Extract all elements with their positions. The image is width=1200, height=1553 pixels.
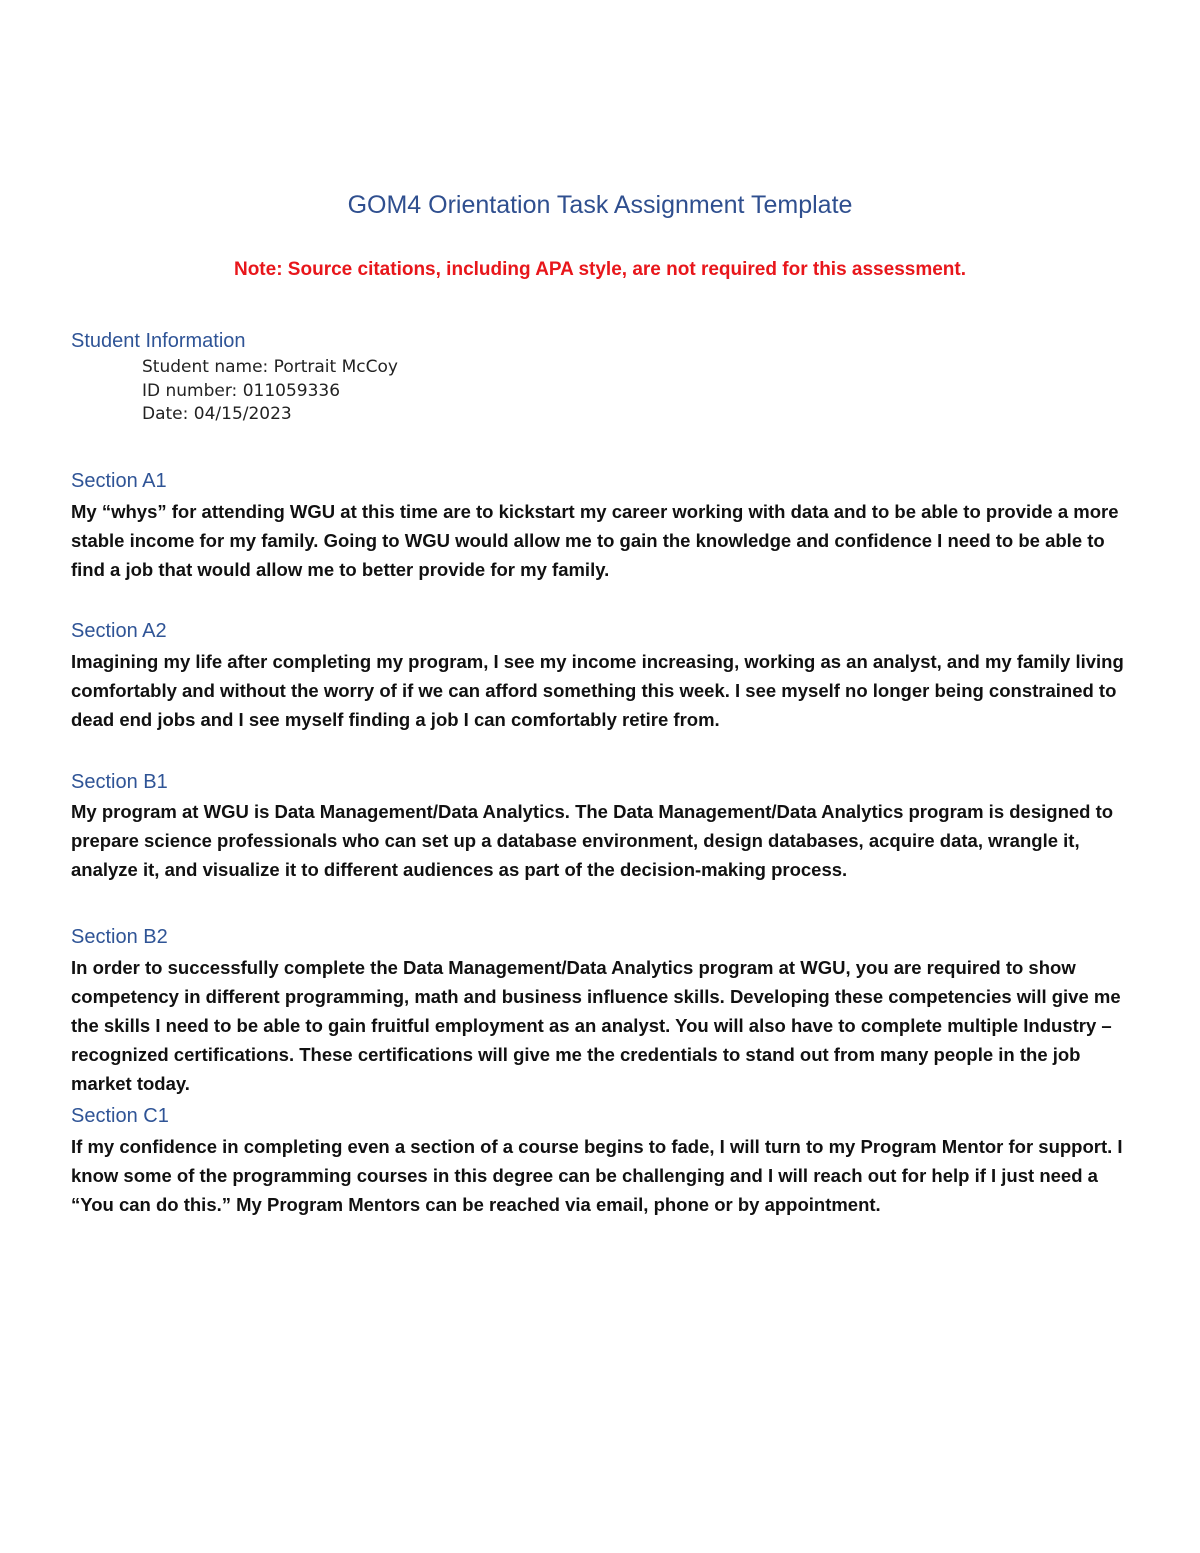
section-b2-heading: Section B2 xyxy=(71,926,168,948)
student-info-block xyxy=(142,356,398,427)
section-b1-heading: Section B1 xyxy=(71,771,168,793)
student-information-heading: Student Information xyxy=(71,330,246,352)
section-b2-body: In order to successfully complete the Data Management/Data Analytics program at WGU, you are required to show competency in different programming, math and business influence skills. Developing these competencies will give me the skills I need to be able to gain fruitful employment as an analyst. You will also have to complete multiple Industry – recognized certifications. These certifications will give me the credentials to stand out from many people in the job market today. xyxy=(71,957,1121,1094)
note-text: Note: Source citations, including APA style, are not required for this assessment. xyxy=(233,259,966,280)
page-title: GOM4 Orientation Task Assignment Template xyxy=(347,191,853,219)
section-a1-heading: Section A1 xyxy=(71,470,167,492)
section-a2-heading: Section A2 xyxy=(71,620,167,642)
id-number-line: ID number: 011059336 xyxy=(142,380,341,401)
section-c1-body: If my confidence in completing even a section of a course begins to fade, I will turn to my Program Mentor for support. I know some of the programming courses in this degree can be challenging and I will reach out for help if I just need a “You can do this.” My Program Mentors can be reached via email, phone or by appointment. xyxy=(71,1136,1123,1215)
section-a1-body: My “whys” for attending WGU at this time are to kickstart my career working with data and to be able to provide a more stable income for my family. Going to WGU would allow me to gain the knowledge and confidence I need to be able to find a job that would allow me to better provide for my family. xyxy=(71,501,1119,580)
date-line: Date: 04/15/2023 xyxy=(142,404,292,424)
section-a2-body: Imagining my life after completing my program, I see my income increasing, working as an analyst, and my family living comfortably and without the worry of if we can afford something this week. I see myself no longer being constrained to dead end jobs and I see myself finding a job I can comfortably retire from. xyxy=(71,651,1124,730)
section-b1-body: My program at WGU is Data Management/Data Analytics. The Data Management/Data Analytics program is designed to prepare science professionals who can set up a database environment, design databases, acquire data, wrangle it, analyze it, and visualize it to different audiences as part of the decision-making process. xyxy=(71,801,1114,880)
student-name-line: Student name: Portrait McCoy xyxy=(142,357,398,377)
section-c1-heading: Section C1 xyxy=(71,1105,169,1127)
